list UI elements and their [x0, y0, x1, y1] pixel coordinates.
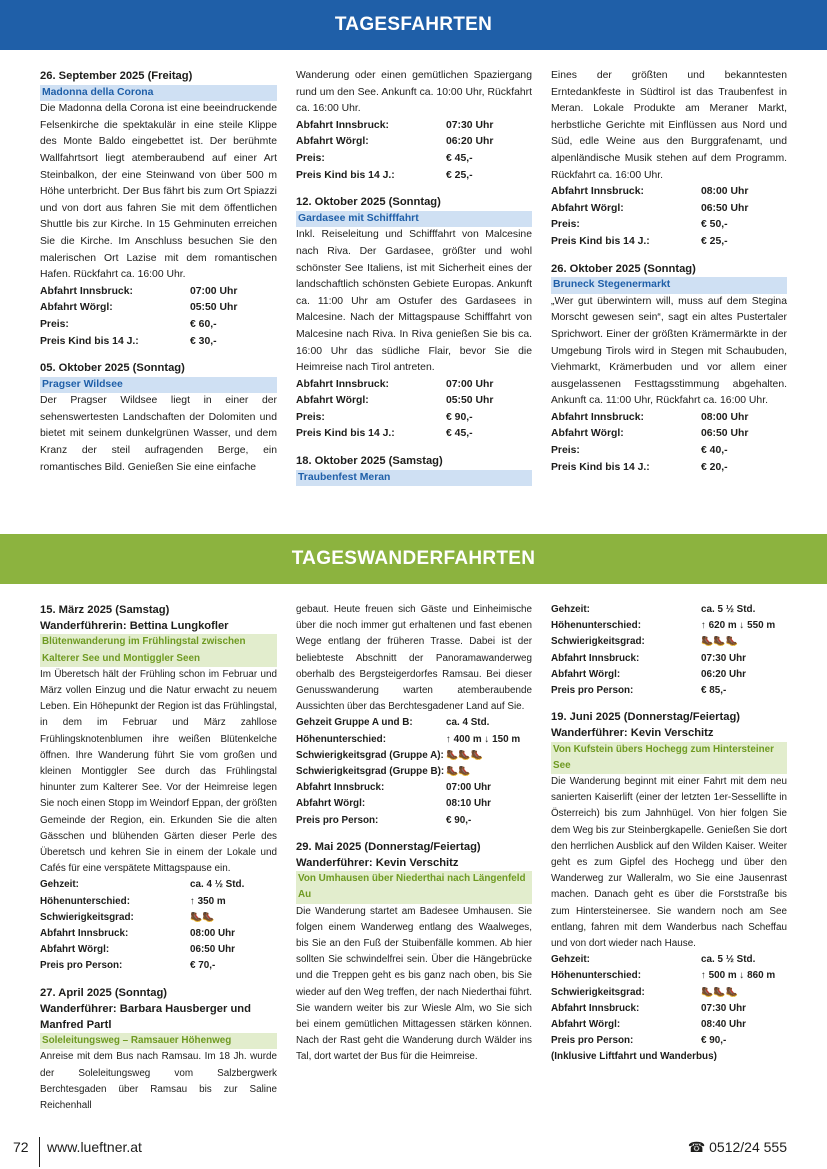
label: Höhenunterschied: [296, 733, 386, 745]
column-top-2 [296, 68, 532, 486]
label: Preis: [296, 411, 325, 423]
column-bottom-1 [40, 602, 277, 1114]
label: Abfahrt Innsbruck: [551, 411, 644, 423]
value: € 30,- [190, 335, 217, 347]
difficulty-row [40, 910, 277, 926]
value: 08:00 Uhr [701, 186, 749, 198]
hike-subtitle: Von Kufstein übers Hochegg zum Hintersteiner See [551, 742, 787, 774]
departure-woergl-row [551, 426, 787, 443]
value: 07:30 Uhr [701, 652, 747, 664]
label: Preis: [551, 445, 580, 457]
banner-tageswanderfahrten [0, 534, 827, 584]
value: ca. 5 ½ Std. [701, 954, 756, 966]
value: € 40,- [701, 445, 728, 457]
departure-innsbruck-row [296, 118, 532, 135]
boot-icon: 🥾🥾 [190, 911, 215, 923]
boot-icon: 🥾🥾🥾 [701, 636, 738, 648]
label: Abfahrt Wörgl: [40, 302, 113, 314]
elevation-row [40, 894, 277, 910]
hike-subtitle: Von Umhausen über Niederthai nach Längenfeld Au [296, 871, 532, 903]
label: Abfahrt Wörgl: [40, 944, 110, 956]
difficulty-row [551, 985, 787, 1001]
price-row [551, 217, 787, 234]
value: 05:50 Uhr [190, 302, 238, 314]
footer [0, 1137, 827, 1167]
hike-date: 27. April 2025 (Sonntag) [40, 986, 168, 999]
label: Preis: [551, 219, 580, 231]
departure-woergl-row [551, 667, 787, 683]
label: Preis pro Person: [551, 685, 634, 697]
value: € 85,- [701, 685, 727, 697]
walk-time-row [296, 715, 532, 731]
price-child-row [551, 460, 787, 477]
hike-guide: Wanderführer: Barbara Hausberger und Manfred Partl [40, 1002, 251, 1032]
price-person-row [551, 1033, 787, 1049]
value: € 45,- [446, 152, 473, 164]
value: € 90,- [701, 1035, 727, 1047]
walk-time-row [551, 952, 787, 968]
price-person-row [40, 958, 277, 974]
label: Gehzeit: [551, 954, 590, 966]
label: Preis pro Person: [296, 814, 379, 826]
value: 08:00 Uhr [190, 928, 236, 940]
label: Preis Kind bis 14 J.: [551, 461, 650, 473]
trip-subtitle: Traubenfest Meran [296, 470, 532, 487]
value: 06:50 Uhr [190, 944, 236, 956]
value: 07:00 Uhr [446, 782, 492, 794]
price-person-row [551, 683, 787, 699]
departure-innsbruck-row [551, 1001, 787, 1017]
column-bottom-3 [551, 602, 787, 1066]
label: Gehzeit Gruppe A und B: [296, 717, 413, 729]
departure-innsbruck-row [296, 780, 532, 796]
footer-divider [39, 1137, 40, 1167]
price-row [551, 443, 787, 460]
label: Schwierigkeitsgrad: [551, 636, 645, 648]
value: € 60,- [190, 318, 217, 330]
price-row [296, 410, 532, 427]
boot-icon: 🥾🥾🥾 [701, 986, 738, 998]
departure-woergl-row [296, 134, 532, 151]
label: Höhenunterschied: [551, 620, 641, 632]
departure-innsbruck-row [551, 184, 787, 201]
value: 06:50 Uhr [701, 428, 749, 440]
value: € 25,- [446, 169, 473, 181]
departure-woergl-row [551, 201, 787, 218]
price-child-row [551, 234, 787, 251]
label: Abfahrt Wörgl: [296, 136, 369, 148]
value: 08:40 Uhr [701, 1019, 747, 1031]
elevation-row [296, 732, 532, 748]
label: Abfahrt Wörgl: [296, 798, 366, 810]
label: Abfahrt Wörgl: [551, 428, 624, 440]
value: 08:00 Uhr [701, 411, 749, 423]
trip-text: „Wer gut überwintern will, muss auf dem Stegina Morscht gewesen sein“, sagt ein altes Pustertaler Sprichwort. Einer der größten Krämermärkte in der Umgebung Tirols wird in Stegen mit Schaubuden, Viehmarkt, Krämerbuden und vor allem einer ausgelassenen Festtagsstimmung abgehalten. Ankunft ca. 11:00 Uhr, Rückfahrt ca. 16:00 Uhr. [551, 295, 787, 407]
label: Abfahrt Innsbruck: [296, 119, 389, 131]
label: Schwierigkeitsgrad: [551, 986, 645, 998]
value: € 45,- [446, 428, 473, 440]
price-child-row [296, 426, 532, 443]
trip-text: Die Madonna della Corona ist eine beeindruckende Felsenkirche die spektakulär in eine steile Klippe des Monte Baldo eingebettet ist. Der berühmte Wallfahrtsort liegt atemberaubend auf einer Art Steinbalkon, der eine Steinwand von über 500 m Höhe unterbricht. Der Bus fährt bis zum Ort Spiazzi und von dort aus fahren Sie mit dem öffentlichen Shuttle bis zur Kirche. In 15 Gehminuten erreichen Sie die Kirche. Im Anschluss besuchen Sie den malerischen Ort Lazise mit dem romantischen Hafen. Rückfahrt ca. 16:00 Uhr. [40, 103, 277, 281]
value: € 90,- [446, 814, 472, 826]
label: Preis Kind bis 14 J.: [296, 169, 395, 181]
difficulty-a-row [296, 748, 532, 764]
boot-icon: 🥾🥾 [446, 766, 471, 778]
departure-woergl-row [40, 942, 277, 958]
departure-innsbruck-row [40, 926, 277, 942]
label: Abfahrt Innsbruck: [551, 186, 644, 198]
value: ↑ 400 m ↓ 150 m [446, 733, 521, 745]
column-bottom-2 [296, 602, 532, 1066]
value: ↑ 500 m ↓ 860 m [701, 970, 776, 982]
banner-title: TAGESFAHRTEN [334, 14, 493, 35]
trip-text: Eines der größten und bekanntesten Erntedankfeste in Südtirol ist das Traubenfest in Meran. Lokale Produkte am Meraner Markt, herbstliche Gerichte mit Einflüssen aus Nord und Süd, edle Weine aus den Burggrafenamt, und alpenländische Musik stehen auf dem Programm. Rückfahrt ca. 16:00 Uhr. [551, 70, 787, 181]
website-link[interactable]: www.lueftner.at [47, 1139, 142, 1155]
trip-subtitle: Gardasee mit Schifffahrt [296, 211, 532, 228]
price-person-row [296, 813, 532, 829]
value: 07:00 Uhr [190, 285, 238, 297]
departure-innsbruck-row [551, 410, 787, 427]
trip-date: 18. Oktober 2025 (Samstag) [296, 455, 443, 468]
trip-date: 26. Oktober 2025 (Sonntag) [551, 262, 696, 275]
value: 07:30 Uhr [446, 119, 494, 131]
hike-text: Im Überetsch hält der Frühling schon im Februar und März vollen Einzug und die Natur erwacht zu neuem Leben. Ein Höhepunkt der Region ist das Frühlingstal, in dem im Februar und März zahllose Frühlingsknotenblumen ihre weißen Blütenkelche öffnen. Ihre Wanderung führt Sie vom großen und kleinen Montiggler See durch das Frühlingstal hinunter zum Kalterer See. Vor der Heimreise legen Sie noch einen Stopp im Weindorf Eppan, der größten Gemeinde der Region, ein. Erkunden Sie die alten Gässchen und blühenden Gärten dieser Perle des Überetsch und kehren Sie in einem der Lokale und Cafés für eine verspätete Mittagspause ein. [40, 668, 277, 875]
banner-title: TAGESWANDERFAHRTEN [291, 548, 536, 569]
label: Abfahrt Innsbruck: [296, 378, 389, 390]
label: Preis: [296, 152, 325, 164]
value: 07:00 Uhr [446, 378, 494, 390]
value: ca. 4 Std. [446, 717, 490, 729]
trip-date: 26. September 2025 (Freitag) [40, 70, 193, 82]
label: Preis: [40, 318, 69, 330]
value: 06:20 Uhr [446, 136, 494, 148]
label: Höhenunterschied: [551, 970, 641, 982]
value: 05:50 Uhr [446, 395, 494, 407]
price-row [296, 151, 532, 168]
value: ↑ 350 m [190, 895, 226, 907]
label: Abfahrt Wörgl: [551, 668, 621, 680]
value: ca. 4 ½ Std. [190, 879, 245, 891]
hike-text: Die Wanderung beginnt mit einer Fahrt mit dem neu sanierten Kaiserlift (einer der letzten 1er-Sessellifte in Österreich) bis zum Jahnhügel. Von hier folgen Sie dem Weg bis zur Steinbergkapelle. Genießen Sie dort den herrlichen Ausblick auf den Wilden Kaiser. Weiter geht es zum Gipfel des Hochegg und über den Wanderweg zur Walleralm, wo Sie eine Jausenrast machen. Danach geht es über die Forststraße bis zum Hintersteinersee. Sie wandern noch am See entlang, fahren mit dem Wanderbus nach Scheffau und von dort wieder nach Hause. [551, 776, 787, 950]
price-child-row [296, 168, 532, 185]
label: Gehzeit: [40, 879, 79, 891]
value: € 70,- [190, 960, 216, 972]
label: Höhenunterschied: [40, 895, 130, 907]
label: Abfahrt Wörgl: [296, 395, 369, 407]
column-top-1 [40, 68, 277, 476]
value: € 25,- [701, 235, 728, 247]
departure-innsbruck-row [551, 651, 787, 667]
value: 07:30 Uhr [701, 1002, 747, 1014]
hike-date: 19. Juni 2025 (Donnerstag/Feiertag) [551, 711, 741, 724]
hike-guide: Wanderführer: Kevin Verschitz [296, 857, 459, 870]
trip-date: 12. Oktober 2025 (Sonntag) [296, 196, 441, 209]
departure-innsbruck-row [40, 284, 277, 301]
label: Preis Kind bis 14 J.: [40, 335, 139, 347]
value: 08:10 Uhr [446, 798, 492, 810]
label: Gehzeit: [551, 604, 590, 615]
trip-subtitle: Bruneck Stegenermarkt [551, 277, 787, 294]
trip-subtitle: Madonna della Corona [40, 85, 277, 102]
value: 06:50 Uhr [701, 202, 749, 214]
label: Abfahrt Innsbruck: [40, 928, 129, 940]
hike-guide: Wanderführer: Kevin Verschitz [551, 727, 714, 740]
label: Abfahrt Innsbruck: [296, 782, 385, 794]
trip-text: Der Pragser Wildsee liegt in einer der sehenswertesten Landschaften der Dolomiten und bietet mit seinem dunkelgrünen Wasser, und dem Kranz der steil aufragenden Berge, ein romantisches Bild. Genießen Sie eine einfache [40, 395, 277, 473]
boot-icon: 🥾🥾🥾 [446, 749, 483, 761]
label: Abfahrt Innsbruck: [40, 285, 133, 297]
hike-text: gebaut. Heute freuen sich Gäste und Einheimische über die noch immer gut erhaltenen und fast ebenen Wege entlang der früheren Trasse. Dabei ist der beliebteste Abschnitt der Panoramawanderweg oberhalb des Bergsteigerdorfes Ramsau. Bei dieser Genusswanderung warten atemberaubende Aussichten über das Berchtesgadener Land auf Sie. [296, 604, 532, 713]
label: Schwierigkeitsgrad: [40, 911, 134, 923]
trip-text: Inkl. Reiseleitung und Schifffahrt von Malcesine nach Riva. Der Gardasee, größter und wohl schönster See Italiens, ist mit Sicherheit eines der landschaftlich schönsten Gebiete Europas. Ankunft ca. 11:00 Uhr am Ostufer des Gardasees in Malcesine. Nach der Mittagspause Schifffahrt von Malcesine nach Riva. In Riva genießen Sie bis ca. 16:00 Uhr das südliche Flair, bevor Sie die Heimreise nach Tirol antreten. [296, 229, 532, 374]
label: Abfahrt Innsbruck: [551, 1002, 640, 1014]
trip-date: 05. Oktober 2025 (Sonntag) [40, 362, 185, 375]
label: Preis Kind bis 14 J.: [296, 428, 395, 440]
price-row [40, 317, 277, 334]
departure-woergl-row [296, 393, 532, 410]
label: Schwierigkeitsgrad (Gruppe B): [296, 766, 445, 778]
trip-text: Wanderung oder einen gemütlichen Spaziergang rund um den See. Ankunft ca. 10:00 Uhr, Rückfahrt ca. 16:00 Uhr. [296, 70, 532, 115]
column-top-3 [551, 68, 787, 476]
page-number: 72 [13, 1139, 29, 1155]
label: Abfahrt Innsbruck: [551, 652, 640, 664]
hike-text: Die Wanderung startet am Badesee Umhausen. Sie folgen einem Wanderweg entlang des Waalweges, bis Sie an den Fuß der Stuibenfälle kommen. Ab hier sollten Sie schwindelfrei sein. Über die Hängebrücke und die Treppen geht es bis ganz nach oben, bis Sie wieder auf den Weg treffen, der nach Niederthai führt. Sie wandern weiter bis zur Wiesle Alm, wo Sie sich bei einem gemütlichen Mittagessen stärken können. Nach der Rast geht die Wanderung durch Wälder ins Tal, dort wartet der Bus für die Heimreise. [296, 905, 532, 1063]
label: Abfahrt Wörgl: [551, 202, 624, 214]
hike-subtitle: Blütenwanderung im Frühlingstal zwischen Kalterer See und Montiggler Seen [40, 634, 277, 666]
departure-innsbruck-row [296, 377, 532, 394]
price-note: (Inklusive Liftfahrt und Wanderbus) [551, 1051, 717, 1063]
label: Preis pro Person: [551, 1035, 634, 1047]
elevation-row [551, 618, 787, 634]
hike-date: 29. Mai 2025 (Donnerstag/Feiertag) [296, 840, 481, 853]
elevation-row [551, 968, 787, 984]
phone-number: ☎ 0512/24 555 [687, 1139, 787, 1155]
value: € 90,- [446, 411, 473, 423]
label: Schwierigkeitsgrad (Gruppe A): [296, 749, 444, 761]
hike-text: Anreise mit dem Bus nach Ramsau. Im 18 Jh. wurde der Soleleitungsweg vom Salzbergwerk Berchtesgaden über Ramsau bis zur Saline Reichenhall [40, 1051, 277, 1112]
banner-tagesfahrten [0, 0, 827, 50]
label: Preis Kind bis 14 J.: [551, 235, 650, 247]
value: € 50,- [701, 219, 728, 231]
label: Abfahrt Wörgl: [551, 1019, 621, 1031]
hike-guide: Wanderführerin: Bettina Lungkofler [40, 620, 229, 633]
value: 06:20 Uhr [701, 668, 747, 680]
trip-subtitle: Pragser Wildsee [40, 377, 277, 394]
value: ↑ 620 m ↓ 550 m [701, 620, 776, 632]
walk-time-row [40, 877, 277, 893]
value: € 20,- [701, 461, 728, 473]
departure-woergl-row [40, 300, 277, 317]
walk-time-row [551, 602, 787, 618]
hike-subtitle: Soleleitungsweg – Ramsauer Höhenweg [40, 1033, 277, 1049]
difficulty-row [551, 634, 787, 650]
price-child-row [40, 334, 277, 351]
difficulty-b-row [296, 764, 532, 780]
departure-woergl-row [551, 1017, 787, 1033]
hike-date: 15. März 2025 (Samstag) [40, 604, 170, 616]
label: Preis pro Person: [40, 960, 123, 972]
departure-woergl-row [296, 796, 532, 812]
value: ca. 5 ½ Std. [701, 604, 756, 615]
